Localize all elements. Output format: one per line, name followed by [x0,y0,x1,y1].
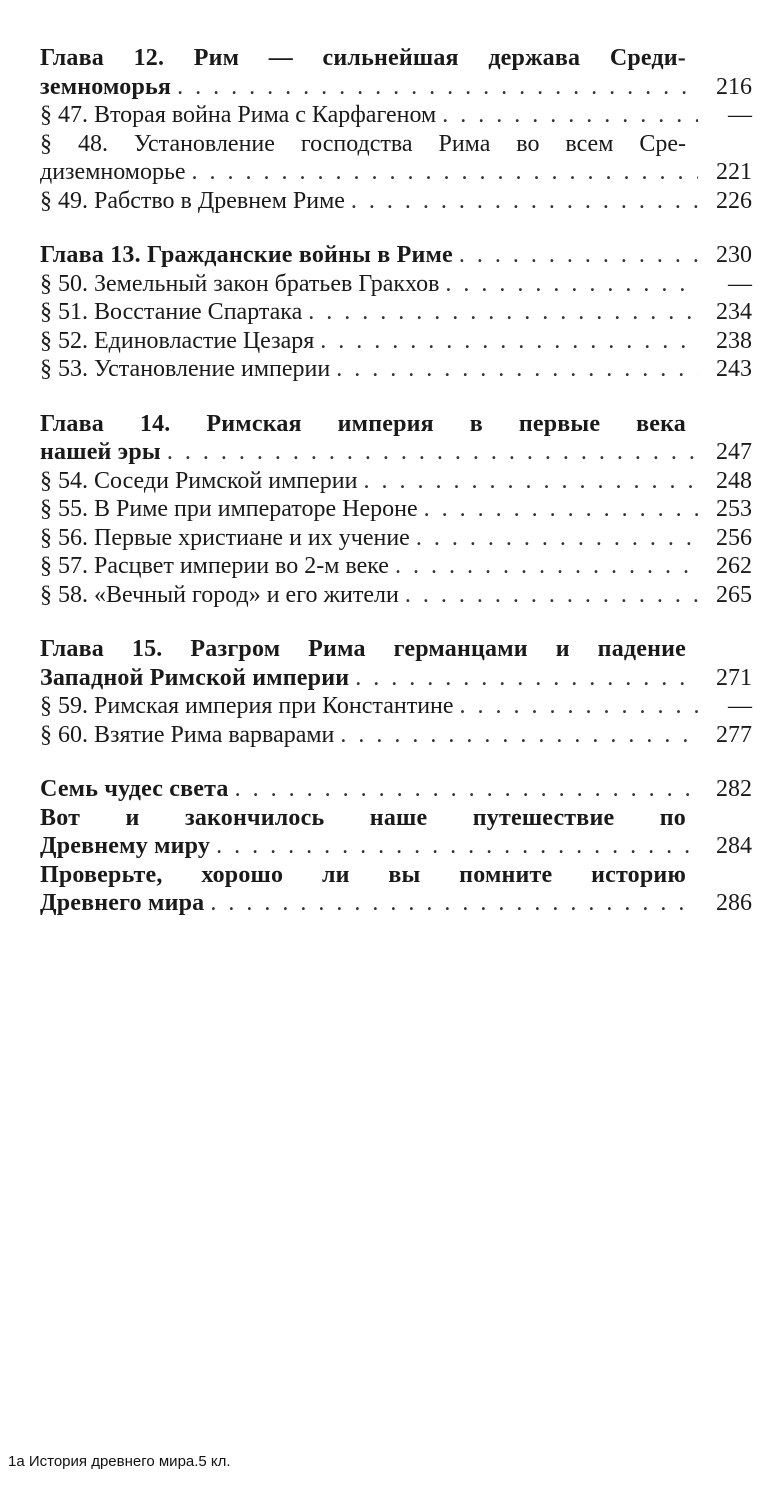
dot-leader [308,298,698,327]
toc-entry-title: § 54. Соседи Римской империи [40,467,358,494]
toc-entry-title: § 60. Взятие Рима варварами [40,721,335,748]
toc-paragraph-entry[interactable] [40,581,752,610]
dot-leader [416,524,698,553]
toc-page-number: — [728,102,752,128]
toc-page-number: 265 [716,581,752,608]
toc-page-number: 282 [716,776,752,802]
toc-entry-title: § 52. Единовластие Цезаря [40,327,315,354]
toc-paragraph-entry[interactable] [40,524,752,553]
toc-chapter-entry[interactable] [40,44,752,101]
toc-paragraph-entry[interactable] [40,552,752,581]
toc-paragraph-entry[interactable] [40,327,752,356]
toc-entry-title: § 47. Вторая война Рима с Карфагеном [40,102,437,128]
dot-leader [405,581,698,610]
dot-leader [177,73,698,102]
dot-leader [192,158,698,187]
dot-leader [320,327,698,356]
toc-entry-title: земноморья [40,73,172,100]
toc-paragraph-entry[interactable] [40,495,752,524]
dot-leader [363,467,698,496]
toc-entry-title: § 49. Рабство в Древнем Риме [40,187,345,214]
toc-paragraph-entry[interactable] [40,467,752,496]
toc-entry-title: § 51. Восстание Спартака [40,299,303,325]
toc-paragraph-entry[interactable] [40,298,752,327]
toc-entry-title: § 57. Расцвет империи во 2-м веке [40,553,389,579]
toc-paragraph-entry[interactable] [40,130,752,187]
dot-leader [459,241,698,270]
toc-chapter-entry[interactable] [40,241,752,270]
toc-entry-title: Западной Римской империи [40,664,350,691]
toc-page-number: 230 [716,242,752,268]
toc-entry-title: Древнего мира [40,890,205,916]
toc-page-number: — [728,270,752,297]
dot-leader [235,775,698,804]
toc-entry-title: Глава 12. Рим — сильнейшая держава Среди- [40,45,686,71]
toc-page-number: 247 [716,439,752,465]
toc-page-number: 226 [716,187,752,214]
toc-page-number: 256 [716,524,752,551]
dot-leader [210,889,698,918]
toc-page-number: 286 [716,890,752,916]
dot-leader [424,495,698,524]
dot-leader [442,101,698,130]
page-footer: 1а История древнего мира.5 кл. [8,1453,231,1470]
toc-entry-title: § 58. «Вечный город» и его жители [40,581,399,608]
toc-entry-title: Проверьте, хорошо ли вы помните историю [40,861,686,888]
dot-leader [355,664,698,693]
toc-paragraph-entry[interactable] [40,187,752,216]
toc-page-number: 238 [716,327,752,354]
toc-page-number: 234 [716,299,752,325]
toc-page-number: 243 [716,356,752,382]
toc-section [40,775,752,918]
toc-chapter-entry[interactable] [40,804,752,861]
toc-chapter-entry[interactable] [40,635,752,692]
toc-page-number: 248 [716,467,752,494]
toc-paragraph-entry[interactable] [40,270,752,299]
dot-leader [395,552,698,581]
dot-leader [351,187,698,216]
toc-entry-title: Древнему миру [40,833,211,859]
toc-paragraph-entry[interactable] [40,692,752,721]
dot-leader [167,438,698,467]
toc-page-number: 253 [716,496,752,522]
toc-page-number: 271 [716,664,752,691]
toc-entry-title: Семь чудес света [40,776,229,802]
toc-section [40,635,752,749]
toc-section [40,410,752,610]
toc-page-number: 262 [716,553,752,579]
toc-page-number: 277 [716,721,752,748]
toc-section [40,241,752,384]
toc-page-number: — [728,693,752,719]
toc-entry-title: § 48. Установление господства Рима во всем Сре- [40,130,686,157]
toc-paragraph-entry[interactable] [40,721,752,750]
toc-section [40,44,752,215]
toc-page-number: 221 [716,159,752,185]
toc-entry-title: § 59. Римская империя при Константине [40,693,454,719]
toc-page-number: 284 [716,833,752,859]
table-of-contents [40,44,752,944]
toc-entry-title: Глава 15. Разгром Рима германцами и падение [40,636,686,662]
dot-leader [216,832,698,861]
dot-leader [340,721,698,750]
toc-chapter-entry[interactable] [40,410,752,467]
dot-leader [460,692,698,721]
toc-entry-title: диземноморье [40,159,186,185]
toc-paragraph-entry[interactable] [40,355,752,384]
toc-page-number: 216 [716,73,752,100]
toc-entry-title: Глава 13. Гражданские войны в Риме [40,242,453,268]
toc-entry-title: нашей эры [40,439,161,465]
toc-chapter-entry[interactable] [40,861,752,918]
toc-entry-title: Глава 14. Римская империя в первые века [40,410,686,437]
toc-entry-title: § 55. В Риме при императоре Нероне [40,496,418,522]
toc-paragraph-entry[interactable] [40,101,752,130]
toc-entry-title: § 53. Установление империи [40,356,331,382]
toc-chapter-entry[interactable] [40,775,752,804]
toc-entry-title: § 56. Первые христиане и их учение [40,524,410,551]
toc-entry-title: Вот и закончилось наше путешествие по [40,804,686,831]
toc-entry-title: § 50. Земельный закон братьев Гракхов [40,270,440,297]
dot-leader [336,355,698,384]
dot-leader [445,270,698,299]
